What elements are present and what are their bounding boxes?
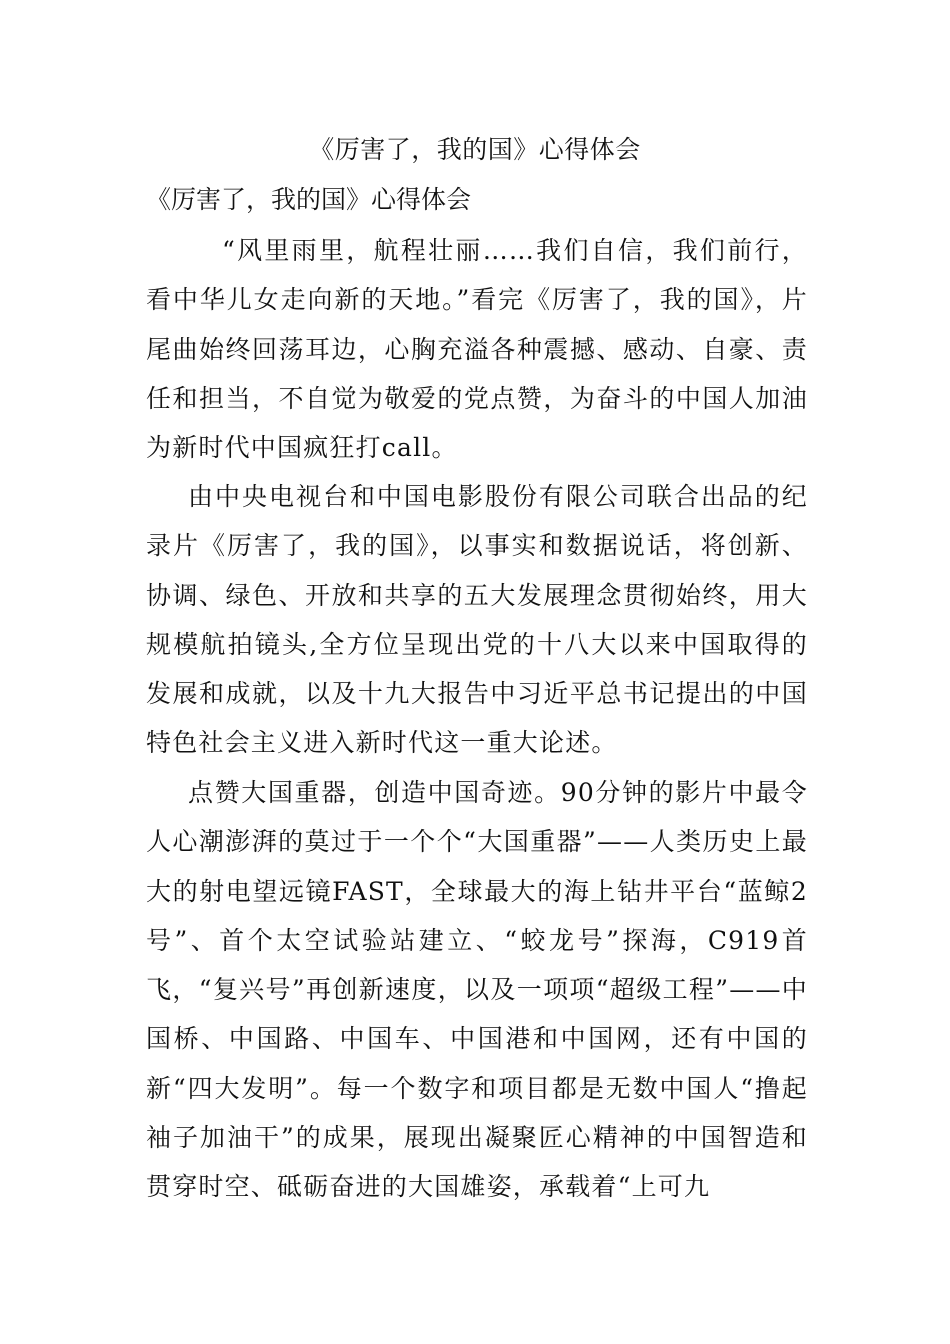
paragraph-3: 点赞大国重器，创造中国奇迹。90分钟的影片中最令人心潮澎湃的莫过于一个个“大国重器”——人类历史上最大的射电望远镜FAST，全球最大的海上钻井平台“蓝鲸2号”、首个太空试验站建立、“蛟龙号”探海，C919首飞，“复兴号”再创新速度，以及一项项“超级工程”——中国桥、中国路、中国车、中国港和中国网，还有中国的新“四大发明”。每一个数字和项目都是无数中国人“撸起袖子加油干”的成果，展现出凝聚匠心精神的中国智造和贯穿时空、砥砺奋进的大国雄姿，承载着“上可九: [146, 778, 808, 1202]
paragraph-1: “风里雨里，航程壮丽……我们自信，我们前行，看中华儿女走向新的天地。”看完《厉害了，我的国》，片尾曲始终回荡耳边，心胸充溢各种震撼、感动、自豪、责任和担当，不自觉为敬爱的党点赞，为奋斗的中国人加油为新时代中国疯狂打call。: [146, 236, 808, 463]
paragraph-2: 由中央电视台和中国电影股份有限公司联合出品的纪录片《厉害了，我的国》，以事实和数据说话，将创新、协调、绿色、开放和共享的五大发展理念贯彻始终，用大规模航拍镜头,全方位呈现出党的十八大以来中国取得的发展和成就，以及十九大报告中习近平总书记提出的中国特色社会主义进入新时代这一重大论述。: [146, 482, 808, 758]
document-subtitle: 《厉害了，我的国》心得体会: [146, 185, 472, 214]
document-title: 《厉害了，我的国》心得体会: [309, 135, 641, 164]
